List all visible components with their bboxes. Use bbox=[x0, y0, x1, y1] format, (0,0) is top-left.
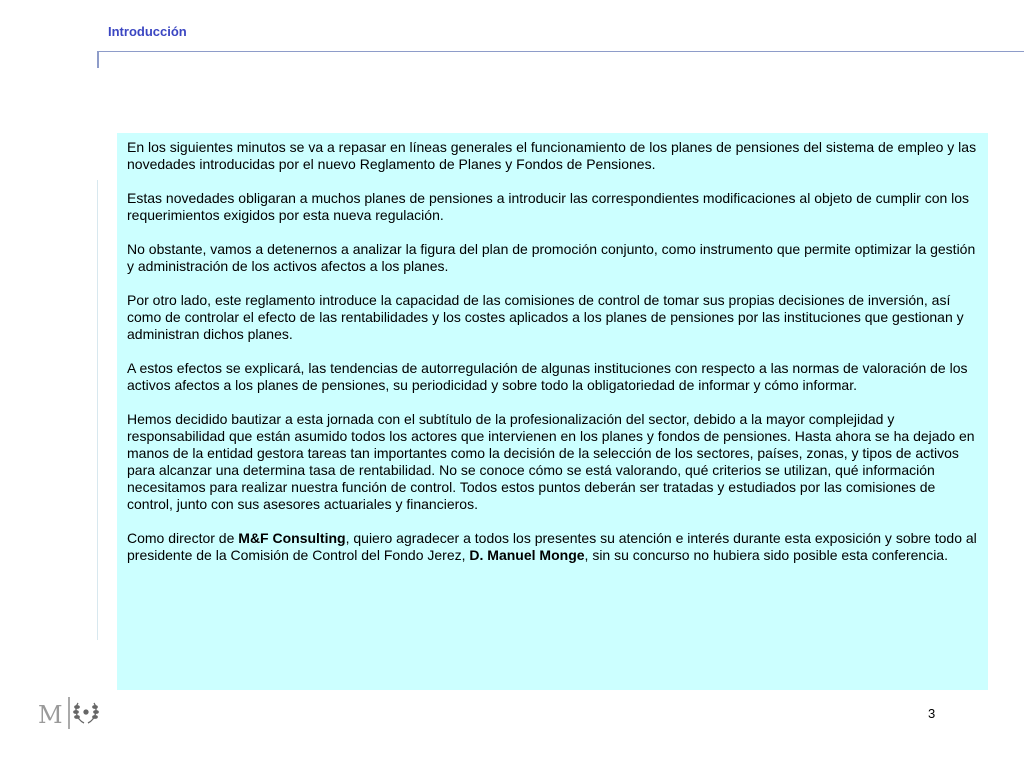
emphasis-text: D. Manuel Monge bbox=[469, 547, 585, 563]
body-paragraph bbox=[127, 411, 978, 513]
content-box bbox=[117, 133, 988, 690]
paragraph-text: En los siguientes minutos se va a repasar en líneas generales el funcionamiento de los planes de pensiones del sistema de empleo y las novedades introducidas por el nuevo Reglamento de Planes y Fondos de Pensiones. bbox=[127, 139, 977, 172]
company-logo bbox=[36, 695, 100, 733]
paragraph-text: Estas novedades obligaran a muchos planes de pensiones a introducir las correspondientes modificaciones al objeto de cumplir con los requerimientos exigidos por esta nueva regulación. bbox=[127, 190, 970, 223]
page-number: 3 bbox=[928, 706, 936, 721]
paragraph-text: Por otro lado, este reglamento introduce la capacidad de las comisiones de control de tomar sus propias decisiones de inversión, así como de controlar el efecto de las rentabilidades y los costes aplicados a los planes de pensiones por las instituciones que gestionan y administran dichos planes. bbox=[127, 292, 964, 342]
paragraph-text: , quiero agradecer a todos los presentes su atención e interés durante esta exposición y sobre todo al presidente de la Comisión de Control del Fondo Jerez, bbox=[127, 530, 977, 563]
header-divider bbox=[98, 51, 1024, 52]
page-title: Introducción bbox=[108, 24, 187, 39]
paragraph-text: Como director de bbox=[127, 530, 239, 546]
body-paragraph bbox=[127, 241, 978, 275]
emphasis-text: M&F Consulting bbox=[238, 530, 346, 546]
body-paragraph bbox=[127, 360, 978, 394]
body-paragraph bbox=[127, 530, 978, 564]
body-paragraph bbox=[127, 139, 978, 173]
logo-letter: M bbox=[38, 701, 63, 729]
body-paragraph bbox=[127, 292, 978, 343]
header-divider-tick bbox=[97, 51, 99, 68]
laurel-wreath-icon bbox=[74, 703, 98, 723]
paragraph-text: No obstante, vamos a detenernos a analizar la figura del plan de promoción conjunto, como instrumento que permite optimizar la gestión y administración de los activos afectos a los planes. bbox=[127, 241, 976, 274]
paragraph-text: , sin su concurso no hubiera sido posible esta conferencia. bbox=[584, 547, 948, 563]
paragraph-text: Hemos decidido bautizar a esta jornada con el subtítulo de la profesionalización del sector, debido a la mayor complejidad y responsabilidad que están asumido todos los actores que intervienen en los planes y fondos de pensiones. Hasta ahora se ha dejado en manos de la entidad gestora tareas tan importantes como la decisión de la selección de los sectores, países, zonas, y tipos de activos para alcanzar una determina tasa de rentabilidad. No se conoce cómo se está valorando, qué criterios se utilizan, qué información necesitamos para realizar nuestra función de control. Todos estos puntos deberán ser tratadas y estudiados por las comisiones de control, junto con sus asesores actuariales y financieros. bbox=[127, 411, 975, 512]
paragraph-text: A estos efectos se explicará, las tendencias de autorregulación de algunas instituciones con respecto a las normas de valoración de los activos afectos a los planes de pensiones, su periodicidad y sobre todo la obligatoriedad de informar y cómo informar. bbox=[127, 360, 968, 393]
body-paragraph bbox=[127, 190, 978, 224]
side-rule bbox=[97, 180, 98, 640]
